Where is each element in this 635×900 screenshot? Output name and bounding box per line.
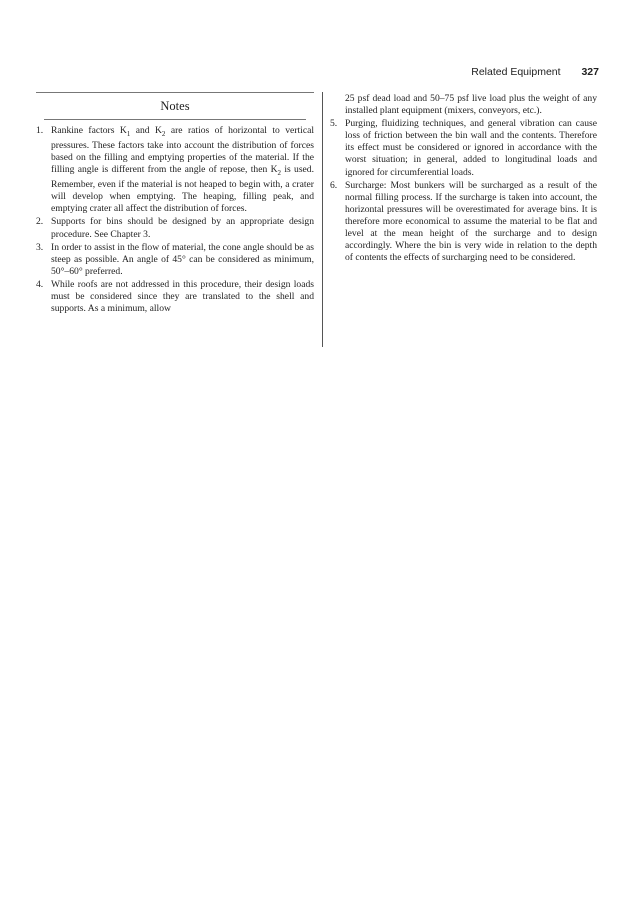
notes-list — [36, 125, 314, 315]
notes-title: Notes — [160, 99, 190, 113]
notes-left-column — [36, 92, 314, 316]
item-text: Rankine factors $K_1$ and $K_2$ are ratios of horizontal to vertical pressures. These factors take into account the distribution of forces based on the filling and emptying properties of the material. If the filling angle is different from the angle of repose, then $K_2$ is used. Remember, even if the material is not heaped to begin with, a crater will develop when emptying. The heaping, filling peak, and emptying crater all affect the distribution of forces. — [51, 125, 314, 215]
item-text: While roofs are not addressed in this procedure, their design loads must be considered since they are translated to the shell and supports. As a minimum, allow — [51, 278, 314, 315]
item-number: 1. — [36, 125, 44, 136]
item-continuation: 25 psf dead load and 50–75 psf live load plus the weight of any installed plant equipment (mixers, conveyors, etc.). — [345, 93, 597, 117]
list-item — [36, 242, 314, 278]
item-number: 3. — [36, 241, 44, 253]
page-header — [471, 66, 599, 78]
item-text: Surcharge: Most bunkers will be surcharged as a result of the normal filling process. If the surcharge is taken into account, the horizontal pressures will be overestimated for average bins. It is therefore more economical to assume the material to be flat and level at the mean height of the surcharge and to design accordingly. Where the bin is very wide in relation to the depth of contents the effects of surcharging need to be considered. — [345, 179, 597, 264]
notes-right-column — [330, 93, 597, 265]
item-number: 2. — [36, 216, 44, 228]
running-head: Related Equipment — [471, 66, 561, 78]
top-rule — [36, 92, 314, 93]
notes-list-continued — [330, 118, 597, 264]
list-item — [330, 118, 597, 178]
item-number: 6. — [330, 179, 338, 191]
list-item — [330, 180, 597, 265]
item-text: Purging, fluidizing techniques, and general vibration can cause loss of friction between the bin wall and the contents. Therefore its effect must be considered or ignored in accordance with the worst situation; in general, added to longitudinal loads and ignored for circumferential loads. — [345, 118, 597, 178]
item-text: Supports for bins should be designed by an appropriate design procedure. See Chapter 3. — [51, 216, 314, 240]
page-number: 327 — [581, 66, 599, 78]
item-number: 5. — [330, 118, 338, 130]
list-item — [36, 125, 314, 215]
item-text: In order to assist in the flow of material, the cone angle should be as steep as possible. An angle of 45° can be considered as minimum, 50°–60° preferred. — [51, 241, 314, 277]
title-rule — [44, 119, 306, 120]
column-divider — [322, 92, 323, 347]
list-item — [36, 279, 314, 315]
list-item — [36, 216, 314, 240]
item-number: 4. — [36, 278, 44, 290]
